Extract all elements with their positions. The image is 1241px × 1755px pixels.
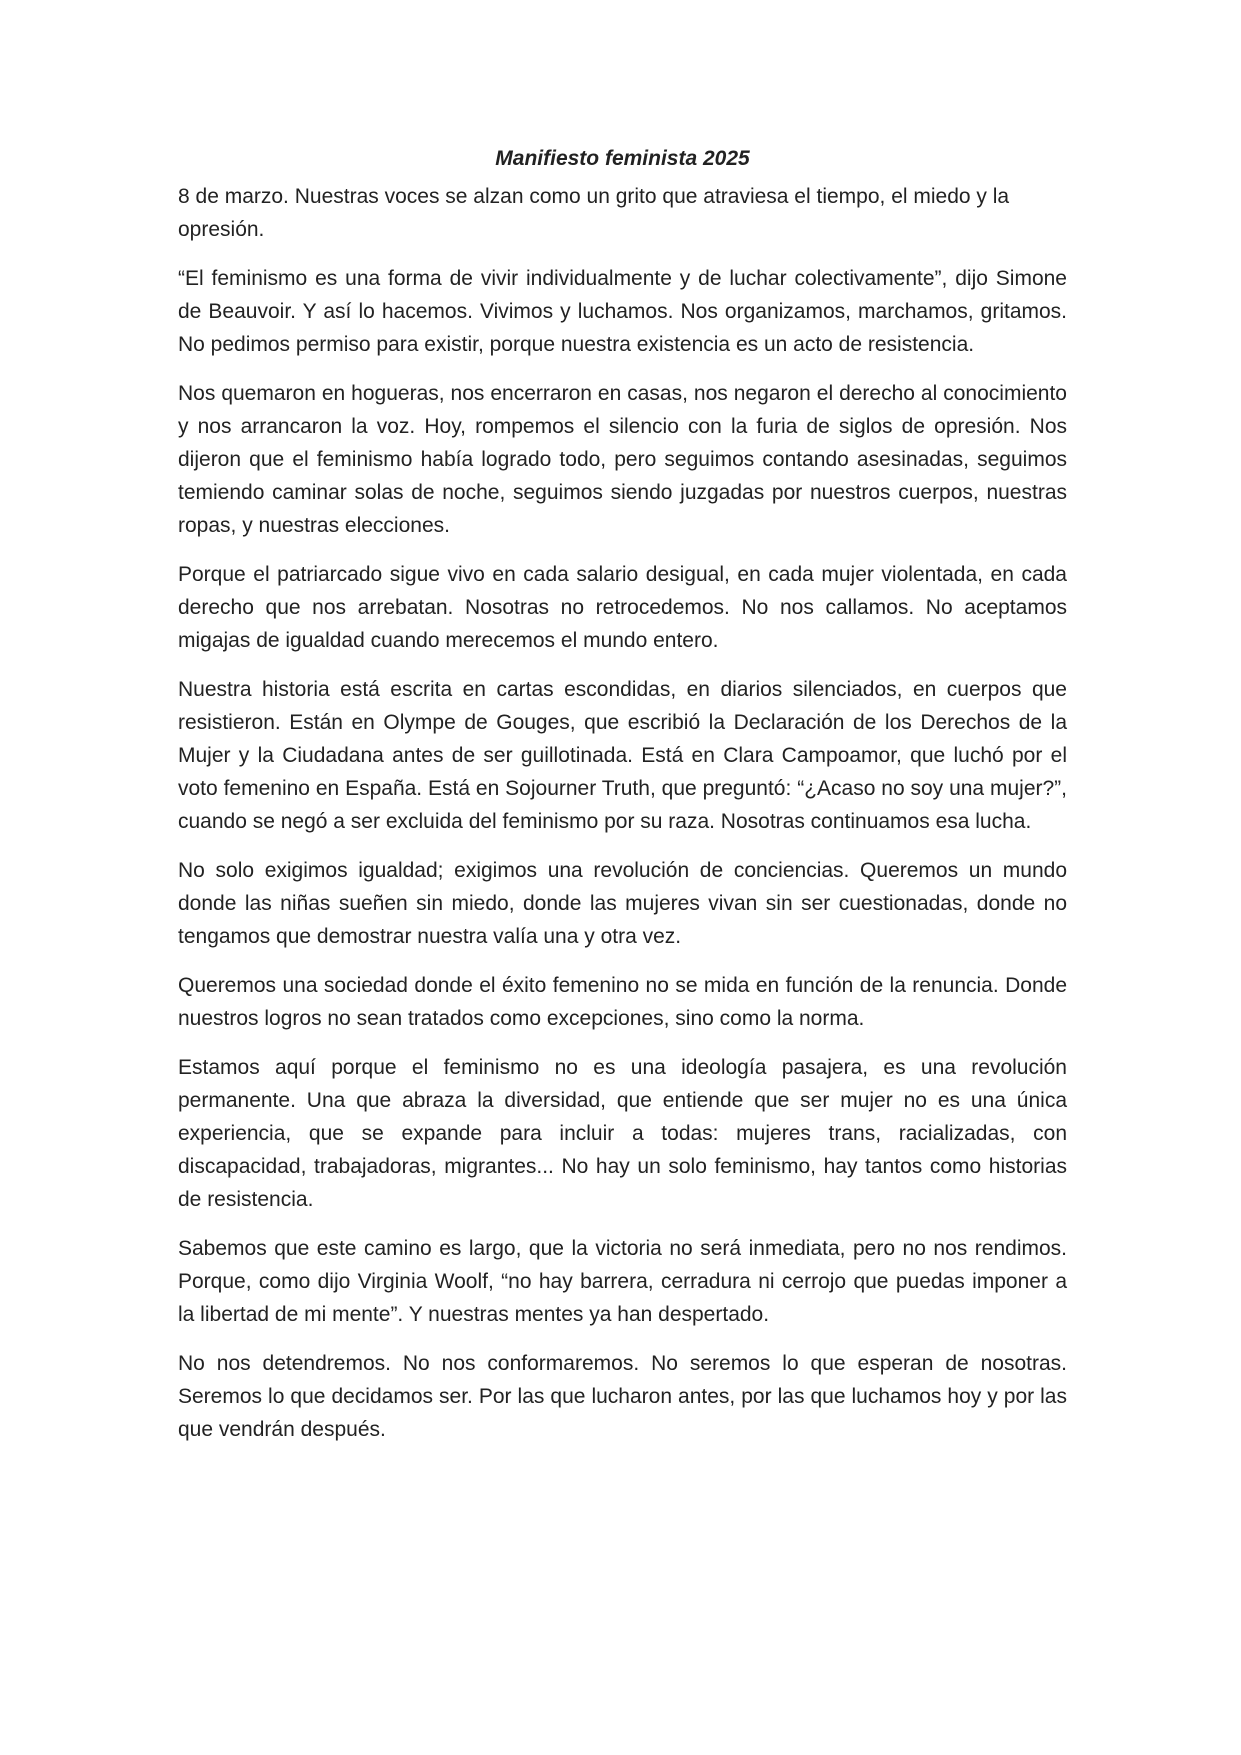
paragraph-7: Queremos una sociedad donde el éxito femenino no se mida en función de la renuncia. Donde nuestros logros no sean tratados como excepciones, sino como la norma. <box>178 974 1067 1030</box>
paragraph-2: “El feminismo es una forma de vivir individualmente y de luchar colectivamente”, dijo Simone de Beauvoir. Y así lo hacemos. Vivimos y luchamos. Nos organizamos, marchamos, gritamos. No pedimos permiso para existir, porque nuestra existencia es un acto de resistencia. <box>178 267 1067 356</box>
paragraph-4: Porque el patriarcado sigue vivo en cada salario desigual, en cada mujer violentada, en cada derecho que nos arrebatan. Nosotras no retrocedemos. No nos callamos. No aceptamos migajas de igualdad cuando merecemos el mundo entero. <box>178 563 1067 652</box>
paragraph-5: Nuestra historia está escrita en cartas escondidas, en diarios silenciados, en cuerpos que resistieron. Están en Olympe de Gouges, que escribió la Declaración de los Derechos de la Mujer y la Ciudadana antes de ser guillotinada. Está en Clara Campoamor, que luchó por el voto femenino en España. Está en Sojourner Truth, que preguntó: “¿Acaso no soy una mujer?”, cuando se negó a ser excluida del feminismo por su raza. Nosotras continuamos esa lucha. <box>178 678 1067 833</box>
paragraph-8: Estamos aquí porque el feminismo no es una ideología pasajera, es una revolución permanente. Una que abraza la diversidad, que entiende que ser mujer no es una única experiencia, que se expande para incluir a todas: mujeres trans, racializadas, con discapacidad, trabajadoras, migrantes... No hay un solo feminismo, hay tantos como historias de resistencia. <box>178 1056 1067 1211</box>
paragraph-1: 8 de marzo. Nuestras voces se alzan como un grito que atraviesa el tiempo, el miedo y la opresión. <box>178 185 1010 241</box>
paragraph-9: Sabemos que este camino es largo, que la victoria no será inmediata, pero no nos rendimos. Porque, como dijo Virginia Woolf, “no hay barrera, cerradura ni cerrojo que puedas imponer a la libertad de mi mente”. Y nuestras mentes ya han despertado. <box>178 1237 1067 1326</box>
paragraph-10: No nos detendremos. No nos conformaremos. No seremos lo que esperan de nosotras. Seremos lo que decidamos ser. Por las que lucharon antes, por las que luchamos hoy y por las que vendrán después. <box>178 1352 1067 1441</box>
document-body <box>178 144 1067 1462</box>
paragraph-6: No solo exigimos igualdad; exigimos una revolución de conciencias. Queremos un mundo donde las niñas sueñen sin miedo, donde las mujeres vivan sin ser cuestionadas, donde no tengamos que demostrar nuestra valía una y otra vez. <box>178 859 1067 948</box>
document-title: Manifiesto feminista 2025 <box>495 147 750 170</box>
paragraph-3: Nos quemaron en hogueras, nos encerraron en casas, nos negaron el derecho al conocimiento y nos arrancaron la voz. Hoy, rompemos el silencio con la furia de siglos de opresión. Nos dijeron que el feminismo había logrado todo, pero seguimos contando asesinadas, seguimos temiendo caminar solas de noche, seguimos siendo juzgadas por nuestros cuerpos, nuestras ropas, y nuestras elecciones. <box>178 382 1067 537</box>
